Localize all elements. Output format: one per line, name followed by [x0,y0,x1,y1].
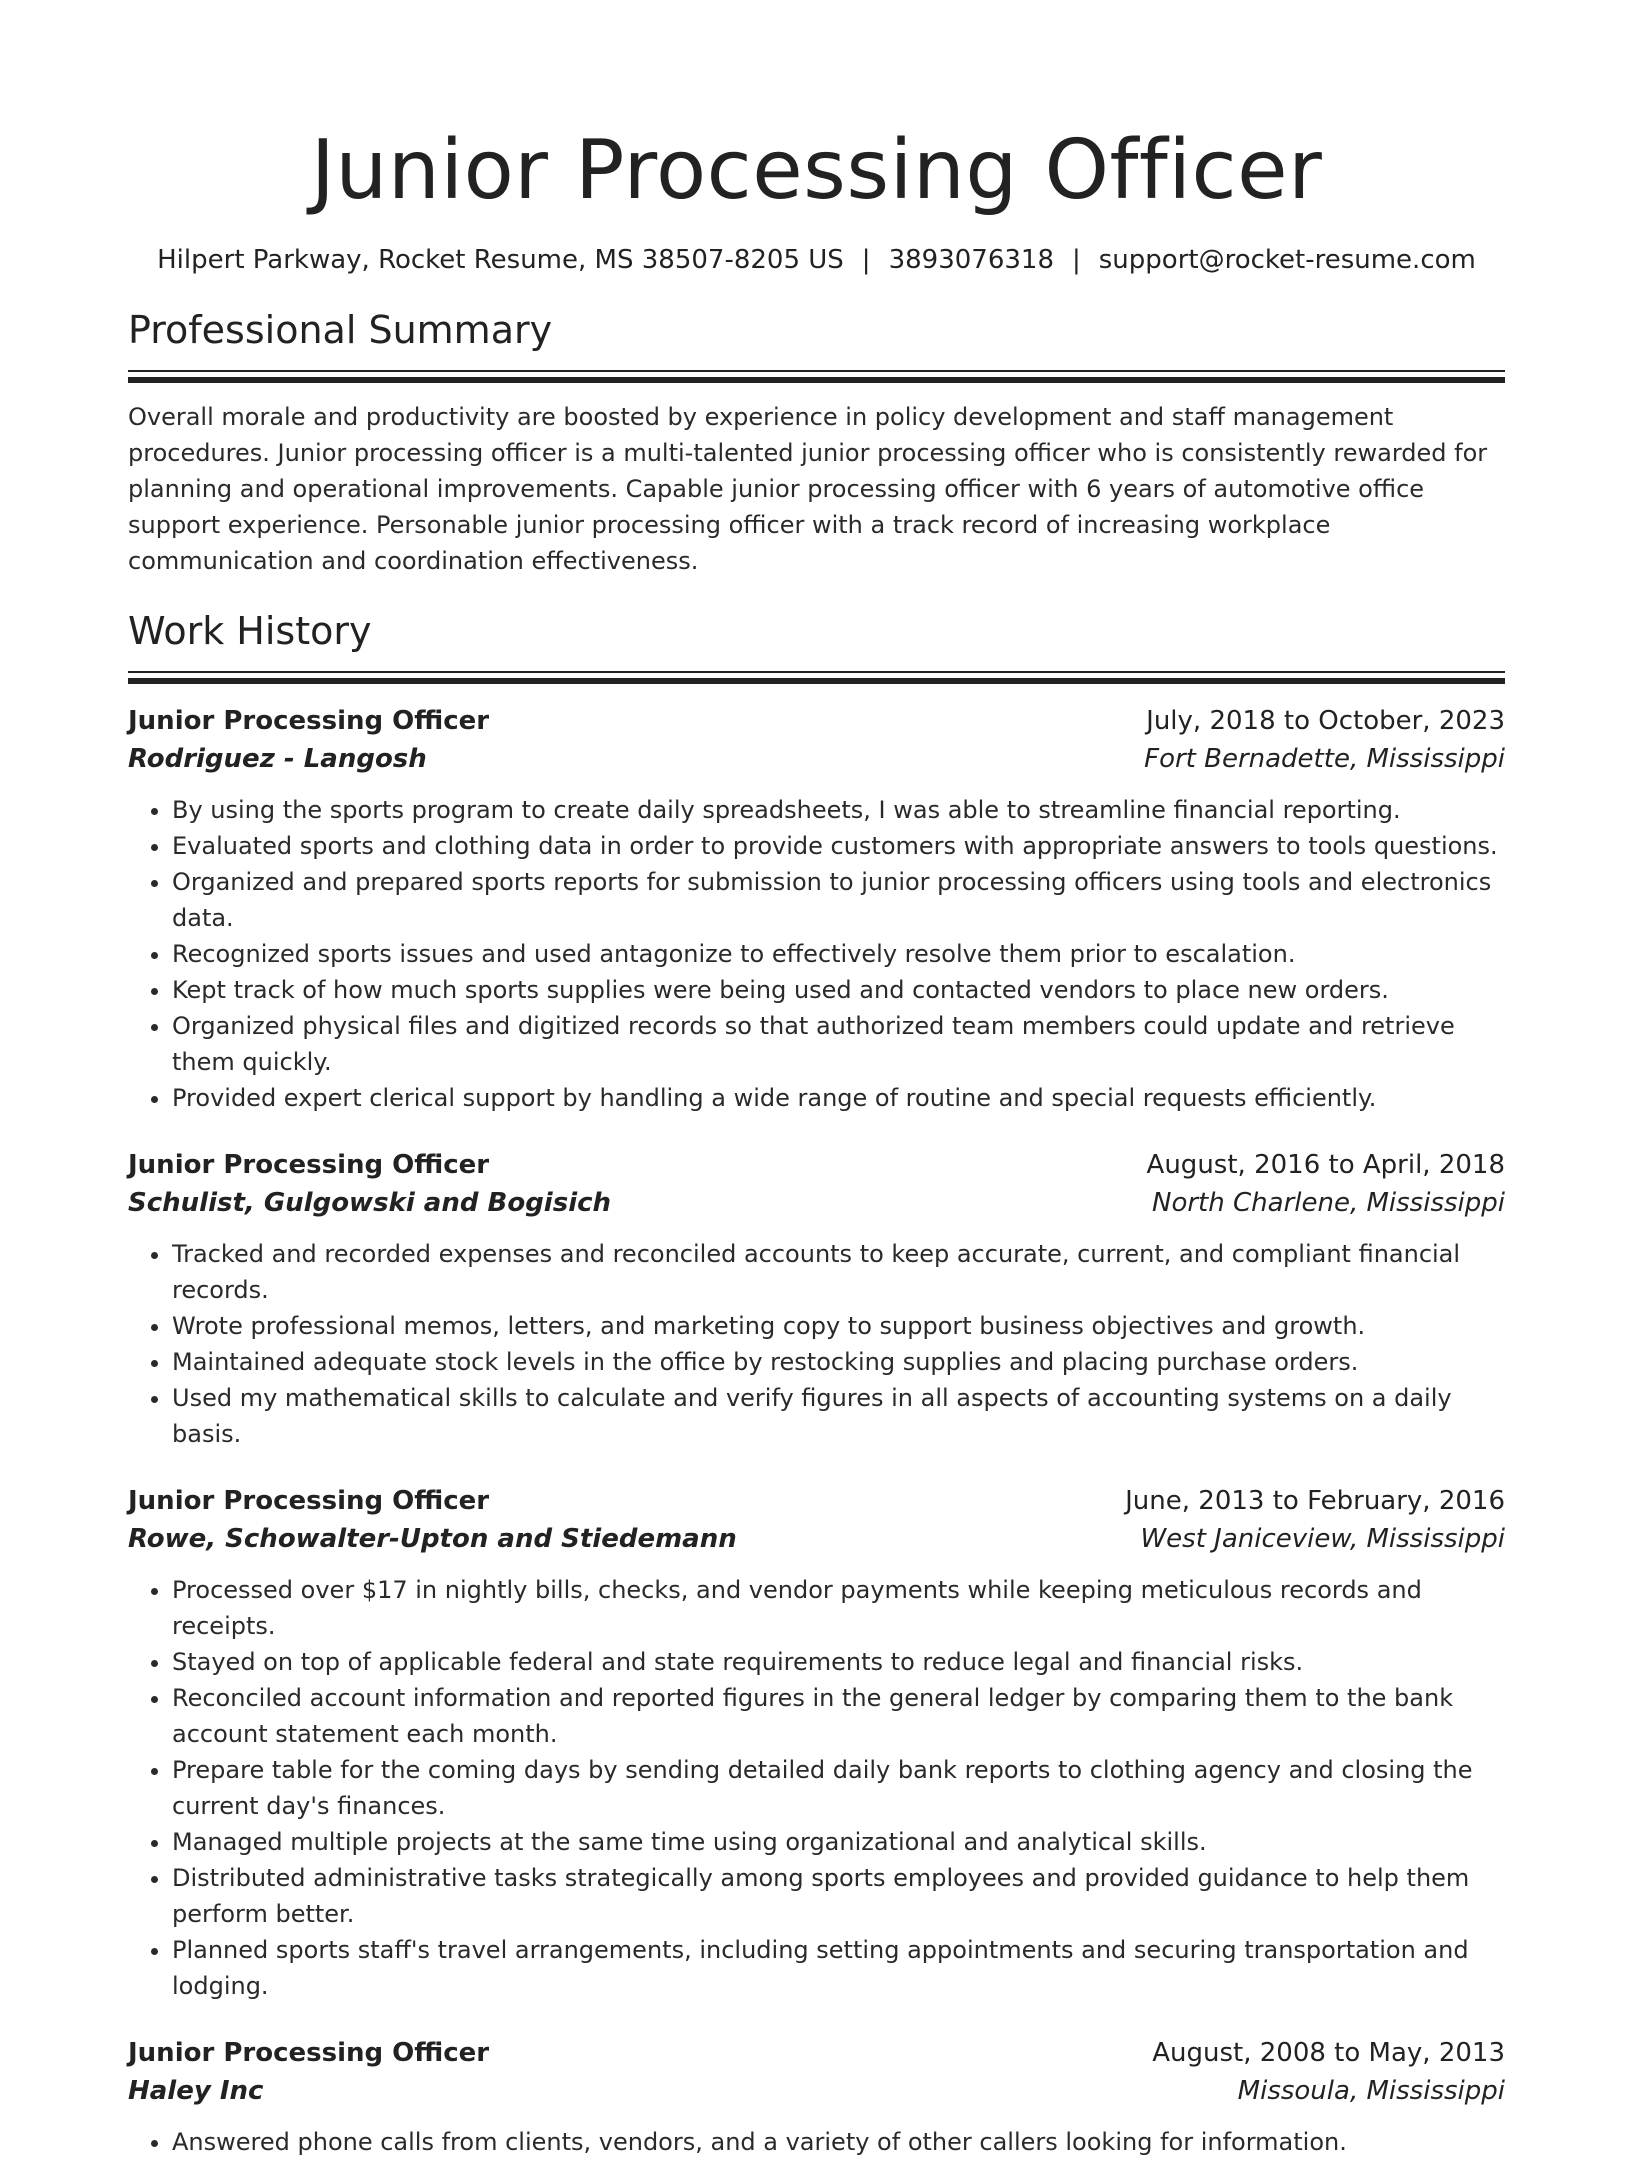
job-company-row [128,2072,1505,2110]
job-header-row [128,702,1505,740]
job-location: Fort Bernadette, Mississippi [1144,744,1505,774]
job-bullet: • Stayed on top of applicable federal and state requirements to reduce legal and financial risks. [172,1644,1505,1680]
candidate-name: Junior Processing Officer [310,123,1323,218]
job-header-row [128,1482,1505,1520]
job-dates: August, 2008 to May, 2013 [1152,2038,1505,2068]
job-dates: June, 2013 to February, 2016 [1125,1486,1505,1516]
job-header-row [128,1146,1505,1184]
job-company-row [128,740,1505,778]
contact-phone: 3893076318 [888,245,1054,275]
job-title: Junior Processing Officer [128,1486,490,1516]
resume-page [128,120,1505,2160]
job-dates: July, 2018 to October, 2023 [1146,706,1505,736]
job-bullet: • Distributed administrative tasks strategically among sports employees and provided guidance to help them perform better. [172,1860,1505,1932]
job-bullet: • Maintained adequate stock levels in the office by restocking supplies and placing purchase orders. [172,1344,1505,1380]
job-location: North Charlene, Mississippi [1152,1188,1505,1218]
job-bullet: • Managed multiple projects at the same time using organizational and analytical skills. [172,1824,1505,1860]
job-bullet: • Wrote professional memos, letters, and marketing copy to support business objectives and growth. [172,1308,1505,1344]
job-company-row [128,1184,1505,1222]
section-title-summary: Professional Summary [128,308,553,352]
job-dates: August, 2016 to April, 2018 [1146,1150,1505,1180]
job-title: Junior Processing Officer [128,706,490,736]
job-bullet: • Prepare table for the coming days by sending detailed daily bank reports to clothing agency and closing the current day's finances. [172,1752,1505,1824]
job-entry [128,1146,1505,1452]
job-bullet: • Answered phone calls from clients, vendors, and a variety of other callers looking for information. [172,2124,1505,2160]
job-title: Junior Processing Officer [128,1150,490,1180]
job-entry [128,2034,1505,2160]
summary-text: Overall morale and productivity are boosted by experience in policy development and staff management procedures. Junior processing officer is a multi-talented junior processing officer who is consistently rewarded for planning and operational improvements. Capable junior processing officer with 6 years of automotive office support experience. Personable junior processing officer with a track record of increasing workplace communication and coordination effectiveness. [128,403,1488,575]
job-company: Haley Inc [128,2076,264,2106]
job-bullet: • Used my mathematical skills to calculate and verify figures in all aspects of accounting systems on a daily basis. [172,1380,1505,1452]
job-location: Missoula, Mississippi [1237,2076,1505,2106]
job-bullet: • Kept track of how much sports supplies were being used and contacted vendors to place new orders. [172,972,1505,1008]
job-bullet: • Processed over $17 in nightly bills, checks, and vendor payments while keeping meticulous records and receipts. [172,1572,1505,1644]
job-bullet: • Provided expert clerical support by handling a wide range of routine and special requests efficiently. [172,1080,1505,1116]
job-list [128,702,1505,2160]
job-entry [128,1482,1505,2004]
job-company: Rodriguez - Langosh [128,744,427,774]
section-divider [128,671,1505,684]
job-company: Schulist, Gulgowski and Bogisich [128,1188,612,1218]
contact-address: Hilpert Parkway, Rocket Resume, MS 38507-8205 US [157,245,844,275]
job-bullet-list [128,1572,1505,2004]
job-bullet: • Organized and prepared sports reports for submission to junior processing officers using tools and electronics data. [172,864,1505,936]
job-bullet: • Reconciled account information and reported figures in the general ledger by comparing them to the bank account statement each month. [172,1680,1505,1752]
job-company: Rowe, Schowalter-Upton and Stiedemann [128,1524,737,1554]
job-bullet: • Planned sports staff's travel arrangements, including setting appointments and securing transportation and lodging. [172,1932,1505,2004]
work-history-section [128,607,1505,2160]
job-bullet: • Tracked and recorded expenses and reconciled accounts to keep accurate, current, and compliant financial records. [172,1236,1505,1308]
job-bullet: • Organized physical files and digitized records so that authorized team members could update and retrieve them quickly. [172,1008,1505,1080]
contact-separator: | [861,245,871,275]
contact-email: support@rocket-resume.com [1098,245,1476,275]
contact-line [128,242,1505,278]
summary-section [128,306,1505,579]
job-bullet-list [128,1236,1505,1452]
job-bullet-list [128,792,1505,1116]
job-bullet: • By using the sports program to create daily spreadsheets, I was able to streamline financial reporting. [172,792,1505,828]
job-bullet: • Recognized sports issues and used antagonize to effectively resolve them prior to escalation. [172,936,1505,972]
section-title-work-history: Work History [128,609,372,653]
job-header-row [128,2034,1505,2072]
contact-separator: | [1071,245,1081,275]
job-bullet-list [128,2124,1505,2160]
job-location: West Janiceview, Mississippi [1140,1524,1505,1554]
job-entry [128,702,1505,1116]
section-divider [128,370,1505,383]
job-title: Junior Processing Officer [128,2038,490,2068]
job-bullet: • Evaluated sports and clothing data in order to provide customers with appropriate answers to tools questions. [172,828,1505,864]
job-company-row [128,1520,1505,1558]
